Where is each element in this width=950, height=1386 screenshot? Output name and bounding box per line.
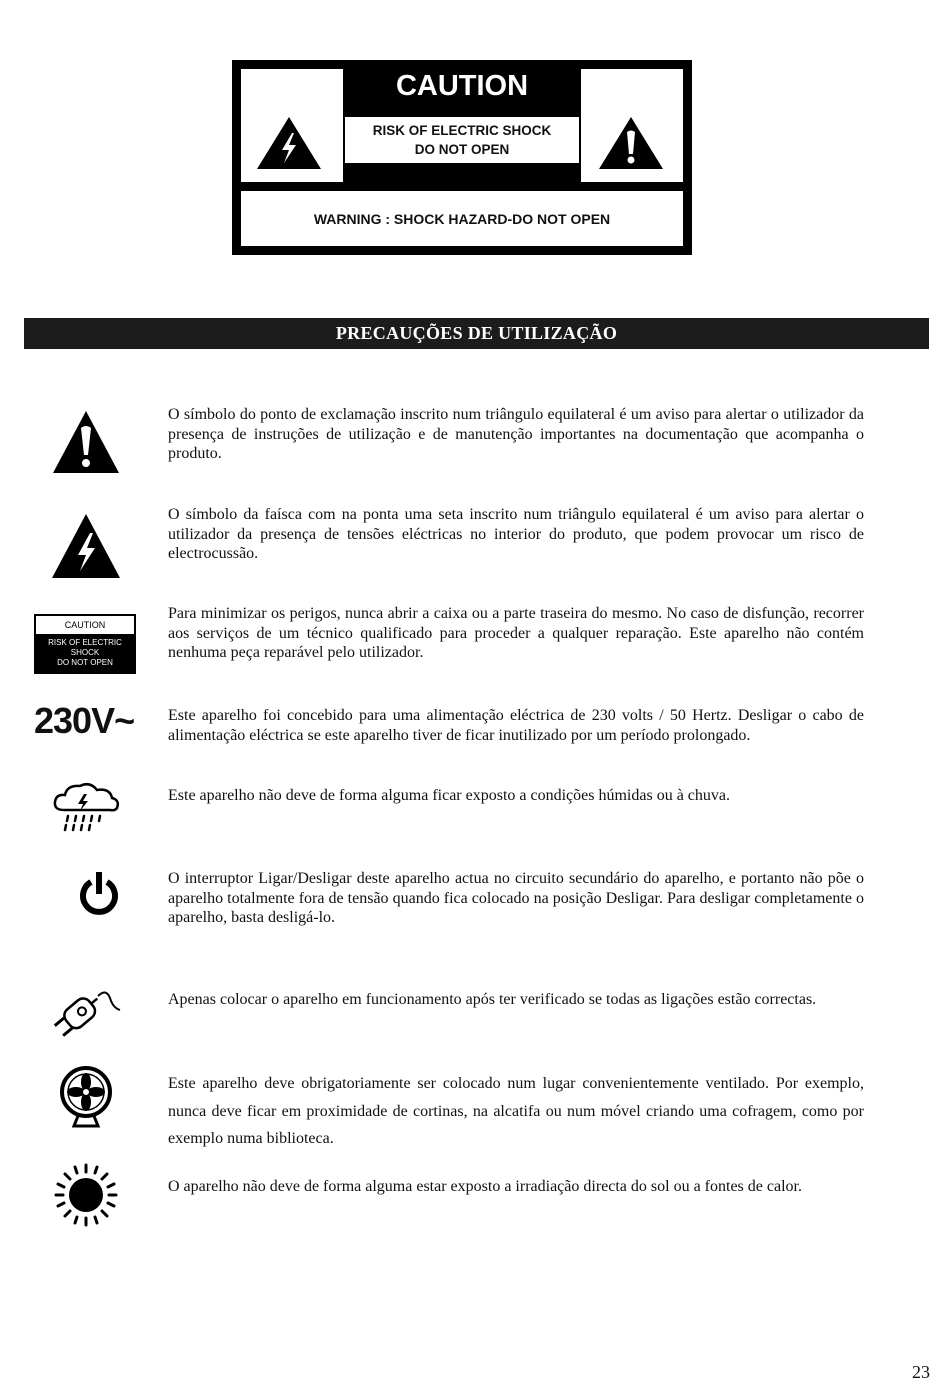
mini-caution-line-1: RISK OF ELECTRIC (48, 638, 122, 647)
item-text-voltage: Este aparelho foi concebido para uma alimentação eléctrica de 230 volts / 50 Hertz. Desligar o cabo de alimentação eléctrica se este aparelho tiver de ficar inutilizado por um período prolongado. (168, 707, 864, 744)
lightning-triangle-icon (51, 513, 121, 579)
exclamation-triangle-icon (598, 116, 664, 170)
panel-divider (241, 182, 683, 191)
rain-cloud-icon (50, 780, 122, 834)
item-text-caution: Para minimizar os perigos, nunca abrir a caixa ou a parte traseira do mesmo. No caso de disfunção, recorrer aos serviços de um técnico qualificado para proceder a qualquer reparação. Este aparelho não contém nenhuma peça reparável pelo utilizador. (168, 605, 864, 662)
risk-box (345, 117, 579, 163)
item-text-power: O interruptor Ligar/Desligar deste aparelho actua no circuito secundário do aparelho, e portanto não põe o aparelho totalmente fora de tensão quando fica colocado na posição Desligar. Para desligar completamente o aparelho, basta desligá-lo. (168, 870, 864, 927)
item-text-exclamation: O símbolo do ponto de exclamação inscrito num triângulo equilateral é um aviso para alertar o utilizador da presença de instruções de utilização e de manutenção importantes na documentação que acompanha o produto. (168, 406, 864, 463)
item-text-fan: Este aparelho deve obrigatoriamente ser colocado num lugar convenientemente ventilado. Por exemplo, nunca deve ficar em proximidade de cortinas, na alcatifa ou num móvel criando uma cofragem, como por exemplo numa biblioteca. (168, 1075, 864, 1147)
plug-icon (44, 988, 124, 1040)
page-number: 23 (912, 1362, 930, 1382)
risk-line-2: DO NOT OPEN (414, 142, 510, 157)
risk-line-1: RISK OF ELECTRIC SHOCK (372, 123, 552, 138)
exclamation-triangle-icon (52, 410, 120, 474)
voltage-icon: 230V~ (34, 700, 135, 741)
mini-caution-line-3: DO NOT OPEN (57, 658, 113, 667)
caution-panel (232, 60, 692, 255)
fan-icon (56, 1064, 116, 1128)
warning-line: WARNING : SHOCK HAZARD-DO NOT OPEN (241, 191, 683, 246)
caution-title: CAUTION (395, 70, 529, 102)
item-text-plug: Apenas colocar o aparelho em funcionamento após ter verificado se todas as ligações estão correctas. (168, 991, 817, 1008)
item-text-rain: Este aparelho não deve de forma alguma ficar exposto a condições húmidas ou à chuva. (168, 787, 731, 804)
section-header: PRECAUÇÕES DE UTILIZAÇÃO (24, 318, 929, 349)
mini-caution-line-2: SHOCK (70, 648, 100, 657)
caution-label-icon (34, 614, 136, 674)
power-icon (78, 870, 120, 918)
item-text-lightning: O símbolo da faísca com na ponta uma seta inscrito num triângulo equilateral é um aviso para alertar o utilizador da presença de tensões eléctricas no interior do produto, que podem provocar um risco de electrocussão. (168, 506, 864, 563)
mini-caution-text (36, 638, 134, 668)
item-text-sun: O aparelho não deve de forma alguma estar exposto a irradiação directa do sol ou a fontes de calor. (168, 1178, 802, 1195)
lightning-triangle-icon (256, 116, 322, 170)
sun-icon (54, 1162, 118, 1228)
mini-caution-title: CAUTION (36, 616, 134, 634)
